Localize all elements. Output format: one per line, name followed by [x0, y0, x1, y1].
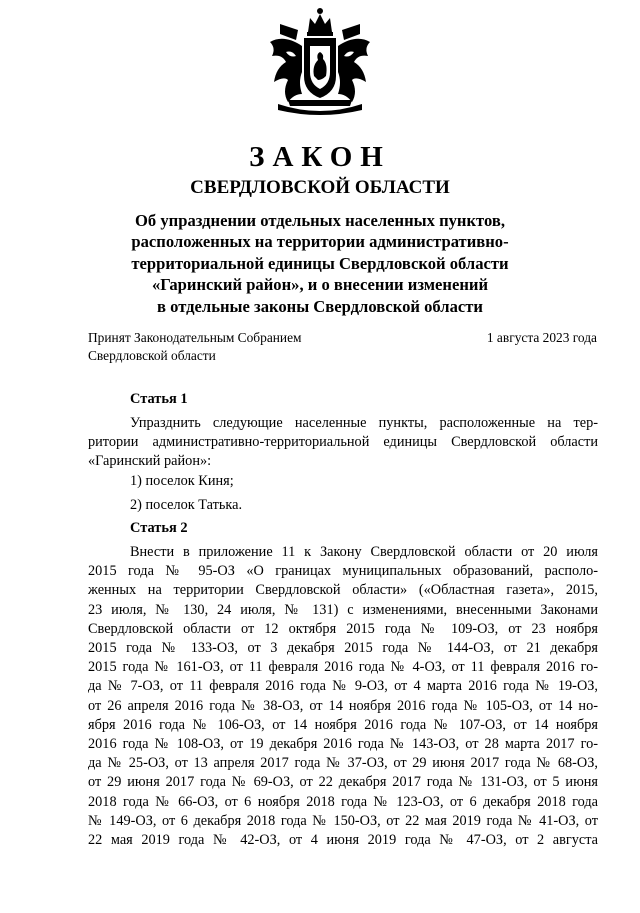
text-line: да № 7-ОЗ, от 11 февраля 2016 года № 9-ОЗ, от 4 марта 2016 года № 19-ОЗ,	[88, 678, 598, 695]
text-line: № 149-ОЗ, от 6 декабря 2018 года № 150-ОЗ, от 22 мая 2019 года № 41-ОЗ, от	[88, 812, 598, 829]
text-line: 23 июля, № 130, 24 июля, № 131) с изменениями, внесенными Законами	[88, 601, 598, 618]
subject-line: расположенных на территории административно-	[131, 232, 509, 252]
adoption-line: Свердловской области	[88, 348, 216, 363]
text-line: 2015 года № 161-ОЗ, от 11 февраля 2016 года № 4-ОЗ, от 11 февраля 2016 го-	[88, 659, 598, 676]
list-item: 2) поселок Татька.	[130, 497, 243, 513]
text-line: да № 25-ОЗ, от 13 апреля 2017 года № 37-ОЗ, от 29 июня 2017 года № 68-ОЗ,	[88, 755, 598, 772]
text-line: Свердловской области от 12 октября 2015 года № 109-ОЗ, от 23 ноября	[88, 620, 598, 637]
text-line: ября 2016 года № 106-ОЗ, от 14 ноября 2016 года № 107-ОЗ, от 14 ноября	[88, 716, 598, 733]
text-line: 2016 года № 108-ОЗ, от 19 декабря 2016 года № 143-ОЗ, от 28 марта 2017 го-	[88, 736, 598, 753]
text-line: 2018 года № 66-ОЗ, от 6 ноября 2018 года № 123-ОЗ, от 6 декабря 2018 года	[88, 793, 598, 810]
region-title: СВЕРДЛОВСКОЙ ОБЛАСТИ	[190, 177, 450, 198]
text-line: от 29 июня 2017 года № 69-ОЗ, от 22 декабря 2017 года № 131-ОЗ, от 5 июня	[88, 774, 598, 791]
article-1-heading: Статья 1	[130, 391, 188, 407]
law-title: ЗАКОН	[249, 141, 391, 173]
text-line: женных на территории Свердловской области» («Областная газета», 2015,	[88, 582, 598, 599]
sverdlovsk-coat-of-arms-icon	[258, 6, 382, 116]
text-line: Внести в приложение 11 к Закону Свердловской области от 20 июля	[130, 544, 598, 560]
subject-line: территориальной единицы Свердловской области	[131, 253, 509, 273]
subject-line: «Гаринский район», и о внесении изменений	[151, 275, 489, 295]
text-line: от 26 апреля 2016 года № 38-ОЗ, от 14 ноября 2016 года № 105-ОЗ, от 14 но-	[88, 697, 598, 714]
article-1-text	[88, 414, 598, 472]
text-line: Упразднить следующие населенные пункты, расположенные на тер-	[130, 415, 598, 431]
adoption-line: Принят Законодательным Собранием	[88, 330, 302, 345]
list-item: 1) поселок Киня;	[130, 473, 234, 489]
subject-line: Об упразднении отдельных населенных пунктов,	[135, 211, 505, 230]
text-line: «Гаринский район»:	[88, 453, 212, 470]
text-line: ритории административно-территориальной единицы Свердловской области	[88, 434, 598, 451]
article-2-text	[88, 543, 598, 850]
text-line: 2015 года № 95-ОЗ «О границах муниципальных образований, располо-	[88, 563, 598, 580]
article-2-heading: Статья 2	[130, 520, 188, 536]
text-line: 2015 года № 133-ОЗ, от 3 декабря 2015 года № 144-ОЗ, от 21 декабря	[88, 640, 598, 657]
adoption-body	[88, 329, 302, 365]
law-subject	[0, 210, 640, 317]
text-line: 22 мая 2019 года № 42-ОЗ, от 4 июня 2019 года № 47-ОЗ, от 2 августа	[88, 832, 598, 849]
subject-line: в отдельные законы Свердловской области	[157, 296, 483, 316]
adoption-date: 1 августа 2023 года	[486, 330, 597, 345]
